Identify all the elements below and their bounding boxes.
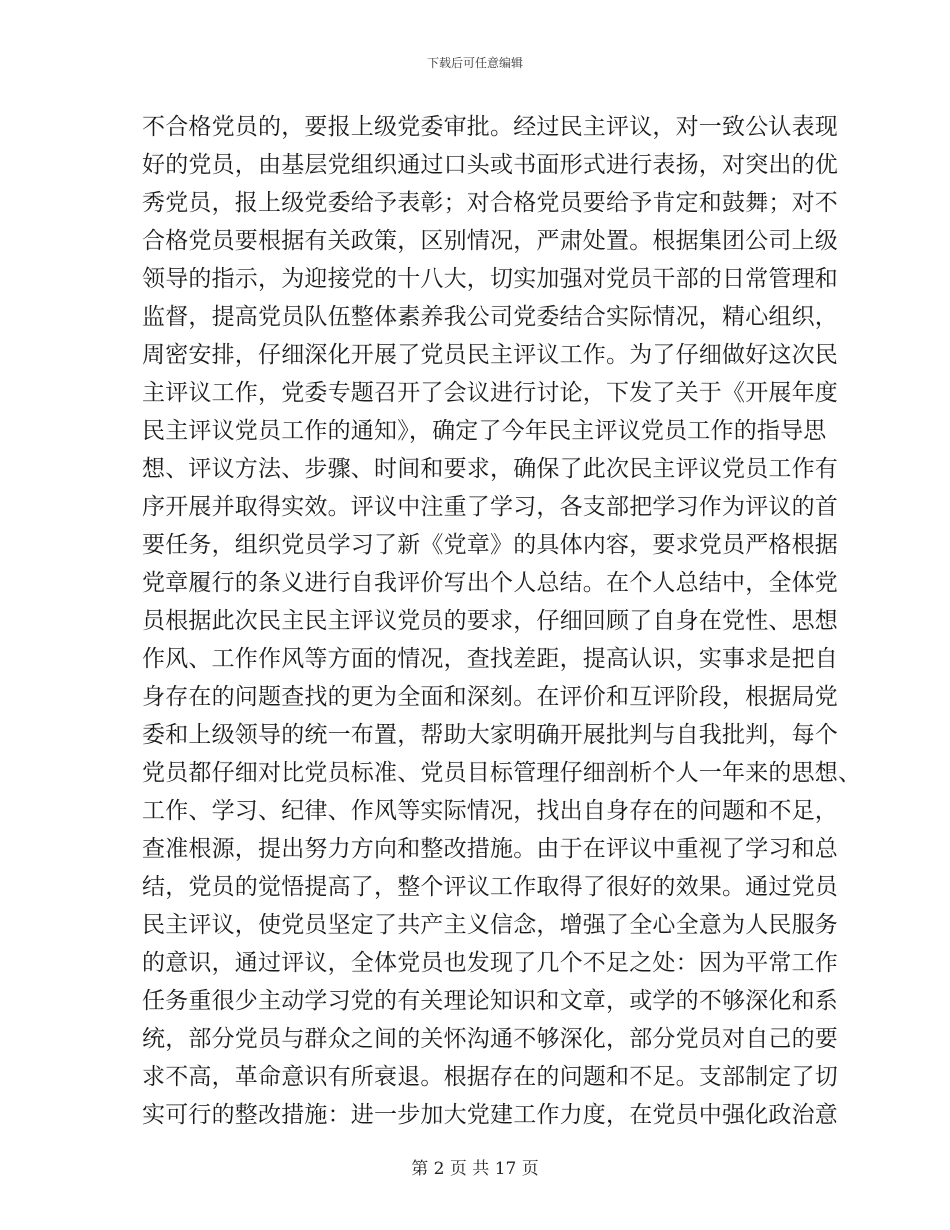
text-line: 好的党员，由基层党组织通过口头或书面形式进行表扬，对突出的优 <box>142 152 838 178</box>
text-line: 作风、工作作风等方面的情况，查找差距，提高认识，实事求是把自 <box>142 646 838 672</box>
document-body <box>142 108 862 1134</box>
text-line: 党员都仔细对比党员标准、党员目标管理仔细剖析个人一年来的思想、 <box>142 760 862 786</box>
text-line: 求不高，革命意识有所衰退。根据存在的问题和不足。支部制定了切 <box>142 1064 838 1090</box>
text-line: 党章履行的条义进行自我评价写出个人总结。在个人总结中，全体党 <box>142 570 838 596</box>
text-line: 不合格党员的，要报上级党委审批。经过民主评议，对一致公认表现 <box>142 114 838 140</box>
page-number-footer: 第 2 页 共 17 页 <box>411 1159 539 1179</box>
text-line: 民主评议党员工作的通知》，确定了今年民主评议党员工作的指导思 <box>142 418 827 444</box>
text-line: 统，部分党员与群众之间的关怀沟通不够深化，部分党员对自己的要 <box>142 1026 838 1052</box>
text-line: 要任务，组织党员学习了新《党章》的具体内容，要求党员严格根据 <box>142 532 838 558</box>
text-line: 监督，提高党员队伍整体素养我公司党委结合实际情况，精心组织， <box>142 304 838 330</box>
text-line: 查准根源，提出努力方向和整改措施。由于在评议中重视了学习和总 <box>142 836 838 862</box>
text-line: 任务重很少主动学习党的有关理论知识和文章，或学的不够深化和系 <box>142 988 838 1014</box>
text-line: 委和上级领导的统一布置，帮助大家明确开展批判与自我批判，每个 <box>142 722 838 748</box>
text-line: 工作、学习、纪律、作风等实际情况，找出自身存在的问题和不足， <box>142 798 838 824</box>
text-line: 想、评议方法、步骤、时间和要求，确保了此次民主评议党员工作有 <box>142 456 838 482</box>
text-line: 合格党员要根据有关政策，区别情况，严肃处置。根据集团公司上级 <box>142 228 838 254</box>
text-line: 秀党员，报上级党委给予表彰；对合格党员要给予肯定和鼓舞；对不 <box>142 190 838 216</box>
page-header-note: 下载后可任意编辑 <box>426 56 523 70</box>
text-line: 实可行的整改措施：进一步加大党建工作力度，在党员中强化政治意 <box>142 1102 838 1128</box>
text-line: 员根据此次民主民主评议党员的要求，仔细回顾了自身在党性、思想 <box>142 608 838 634</box>
text-line: 的意识，通过评议，全体党员也发现了几个不足之处：因为平常工作 <box>142 950 838 976</box>
text-line: 民主评议，使党员坚定了共产主义信念，增强了全心全意为人民服务 <box>142 912 838 938</box>
text-line: 主评议工作，党委专题召开了会议进行讨论，下发了关于《开展年度 <box>142 380 838 406</box>
text-line: 周密安排，仔细深化开展了党员民主评议工作。为了仔细做好这次民 <box>142 342 838 368</box>
text-line: 身存在的问题查找的更为全面和深刻。在评价和互评阶段，根据局党 <box>142 684 838 710</box>
text-line: 领导的指示，为迎接党的十八大，切实加强对党员干部的日常管理和 <box>142 266 838 292</box>
text-line: 序开展并取得实效。评议中注重了学习，各支部把学习作为评议的首 <box>142 494 838 520</box>
text-line: 结，党员的觉悟提高了，整个评议工作取得了很好的效果。通过党员 <box>142 874 838 900</box>
